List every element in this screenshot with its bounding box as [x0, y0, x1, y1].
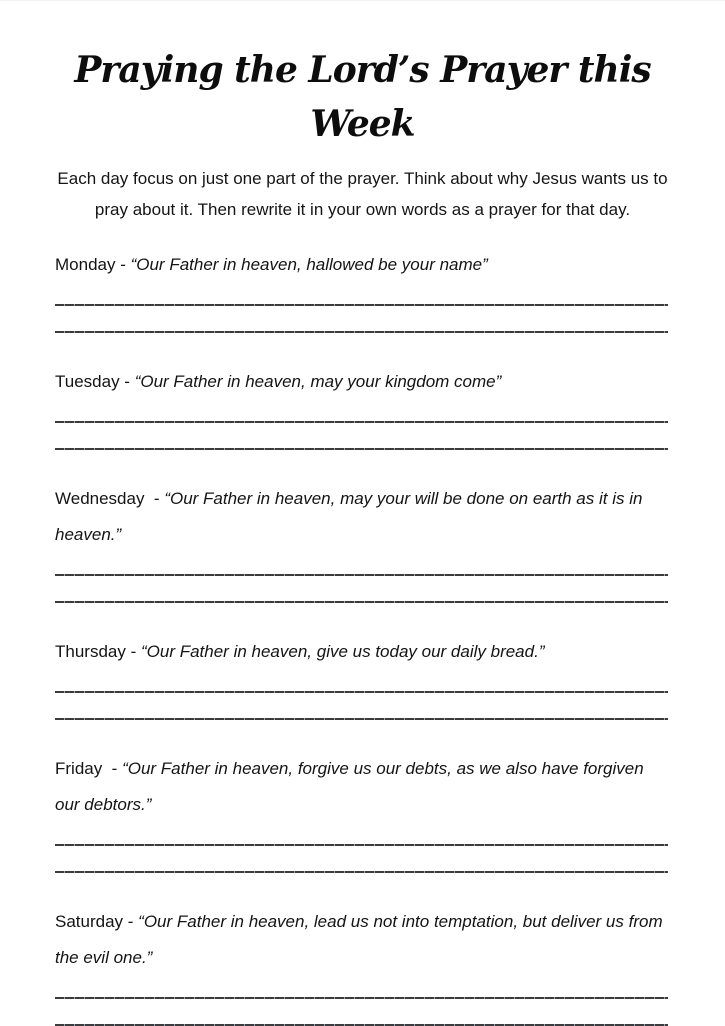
day-section-tuesday: [55, 364, 668, 450]
day-name: Wednesday: [55, 489, 145, 508]
day-section-wednesday: [55, 481, 668, 603]
answer-line: [55, 304, 668, 306]
instructions-line-1: Each day focus on just one part of the prayer. Think about why Jesus wants us to: [57, 169, 668, 188]
answer-line: [55, 844, 668, 846]
instructions-line-2: pray about it. Then rewrite it in your own words as a prayer for that day.: [94, 200, 631, 219]
day-quote: “Our Father in heaven, lead us not into temptation, but deliver us from the evil one.”: [55, 912, 663, 967]
answer-line: [55, 421, 668, 423]
page-title: Praying the Lord’s Prayer this Week: [74, 49, 651, 145]
day-section-monday: [55, 247, 668, 333]
answer-line: [55, 331, 668, 333]
day-heading: [55, 634, 668, 670]
answer-line: [55, 691, 668, 693]
answer-line: [55, 601, 668, 603]
day-separator: -: [123, 912, 139, 931]
day-name: Tuesday: [55, 372, 120, 391]
day-quote: “Our Father in heaven, hallowed be your name”: [130, 255, 488, 274]
day-section-thursday: [55, 634, 668, 720]
day-heading: [55, 364, 668, 400]
day-separator: -: [102, 759, 123, 778]
day-name: Monday: [55, 255, 116, 274]
day-heading: [55, 247, 668, 283]
day-quote: “Our Father in heaven, may your will be done on earth as it is in heaven.”: [55, 489, 643, 544]
day-quote: “Our Father in heaven, forgive us our debts, as we also have forgiven our debtors.”: [55, 759, 644, 814]
day-separator: -: [119, 372, 135, 391]
instructions: [37, 163, 689, 225]
day-heading: [55, 481, 668, 553]
answer-line: [55, 574, 668, 576]
day-name: Thursday: [55, 642, 126, 661]
day-name: Friday: [55, 759, 103, 778]
day-heading: [55, 904, 668, 976]
answer-line: [55, 448, 668, 450]
worksheet-body: [55, 247, 668, 1026]
answer-line: [55, 718, 668, 720]
day-separator: -: [115, 255, 131, 274]
answer-line: [55, 871, 668, 873]
day-section-friday: [55, 751, 668, 873]
day-heading: [55, 751, 668, 823]
day-separator: -: [125, 642, 141, 661]
day-section-saturday: [55, 904, 668, 1026]
day-name: Saturday: [55, 912, 124, 931]
answer-line: [55, 997, 668, 999]
day-quote: “Our Father in heaven, may your kingdom come”: [134, 372, 502, 391]
day-quote: “Our Father in heaven, give us today our daily bread.”: [140, 642, 545, 661]
day-separator: -: [144, 489, 165, 508]
